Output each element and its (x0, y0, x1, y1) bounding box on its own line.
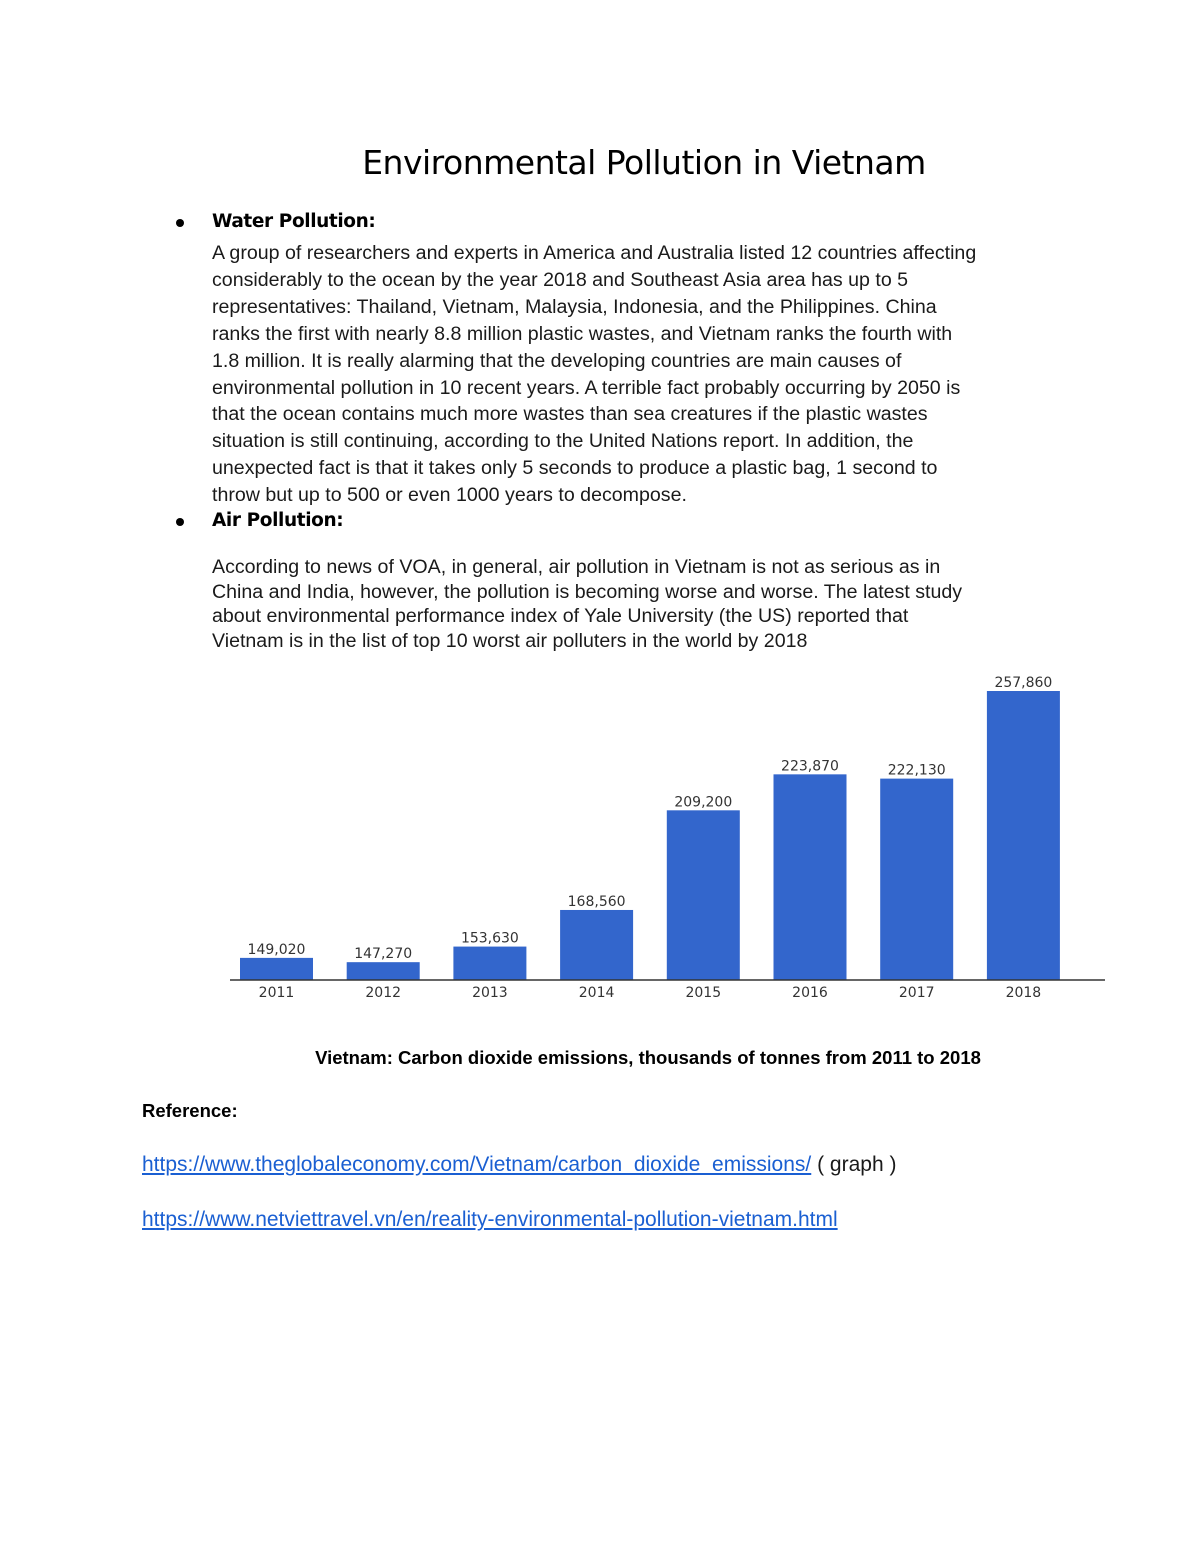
reference-link-1-suffix: ( graph ) (811, 1153, 897, 1176)
reference-link-1[interactable]: https://www.theglobaleconomy.com/Vietnam/carbon_dioxide_emissions/ (142, 1153, 812, 1176)
water-line: environmental pollution in 10 recent years. A terrible fact probably occurring by 2050 is (212, 376, 961, 399)
page-title: Environmental Pollution in Vietnam (362, 143, 926, 182)
bar-2016 (774, 774, 847, 980)
data-label-2018: 257,860 (994, 675, 1053, 691)
bar-2013 (453, 947, 526, 980)
data-label-2012: 147,270 (354, 946, 413, 963)
data-label-2014: 168,560 (567, 893, 626, 910)
water-line: throw but up to 500 or even 1000 years to decompose. (212, 484, 687, 507)
air-line: According to news of VOA, in general, air pollution in Vietnam is not as serious as in (212, 556, 941, 578)
air-line: Vietnam is in the list of top 10 worst air polluters in the world by 2018 (212, 629, 808, 652)
x-tick-label-2018: 2018 (1005, 985, 1042, 1001)
x-tick-label-2017: 2017 (898, 985, 935, 1001)
data-label-2013: 153,630 (460, 930, 519, 947)
x-tick-label-2015: 2015 (685, 985, 722, 1001)
air-line: China and India, however, the pollution is becoming worse and worse. The latest study (212, 580, 963, 603)
water-line: ranks the first with nearly 8.8 million plastic wastes, and Vietnam ranks the fourth with (212, 322, 953, 345)
water-paragraph (212, 240, 1072, 509)
reference-line-1 (142, 1153, 896, 1177)
water-line: 1.8 million. It is really alarming that the developing countries are main causes of (212, 349, 902, 372)
data-label-2016: 223,870 (781, 758, 839, 775)
water-line: situation is still continuing, according to the United Nations report. In addition, the (212, 430, 914, 453)
water-line: unexpected fact is that it takes only 5 seconds to produce a plastic bag, 1 second to (212, 457, 938, 480)
bar-2012 (347, 962, 420, 980)
reference-label: Reference: (142, 1100, 238, 1121)
water-line: representatives: Thailand, Vietnam, Malaysia, Indonesia, and the Philippines. China (212, 295, 937, 318)
data-label-2011: 149,020 (247, 941, 306, 958)
water-line: that the ocean contains much more wastes than sea creatures if the plastic wastes (212, 403, 928, 426)
water-line: A group of researchers and experts in America and Australia listed 12 countries affecting (212, 242, 977, 264)
x-tick-label-2013: 2013 (472, 985, 508, 1001)
air-heading: Air Pollution: (212, 510, 344, 531)
air-paragraph (212, 555, 1072, 653)
data-label-2017: 222,130 (887, 762, 946, 779)
bullet-water (176, 219, 184, 227)
bar-2011 (240, 958, 313, 980)
chart-caption: Vietnam: Carbon dioxide emissions, thousands of tonnes from 2011 to 2018 (315, 1047, 981, 1068)
air-line: about environmental performance index of Yale University (the US) reported that (212, 605, 909, 628)
bar-2017 (880, 779, 953, 980)
co2-bar-chart (0, 660, 1200, 1020)
data-label-2015: 209,200 (674, 794, 733, 811)
bullet-air (176, 518, 184, 526)
x-tick-label-2016: 2016 (792, 985, 828, 1001)
x-tick-label-2011: 2011 (258, 985, 295, 1001)
reference-link-2[interactable]: https://www.netviettravel.vn/en/reality-environmental-pollution-vietnam.html (142, 1208, 838, 1231)
bar-2014 (560, 910, 633, 980)
reference-line-2 (142, 1208, 838, 1232)
water-heading: Water Pollution: (212, 211, 376, 232)
x-tick-label-2014: 2014 (578, 985, 615, 1001)
x-tick-label-2012: 2012 (365, 985, 402, 1001)
bar-2015 (667, 810, 740, 980)
water-line: considerably to the ocean by the year 2018 and Southeast Asia area has up to 5 (212, 268, 909, 291)
bar-2018 (987, 691, 1060, 980)
